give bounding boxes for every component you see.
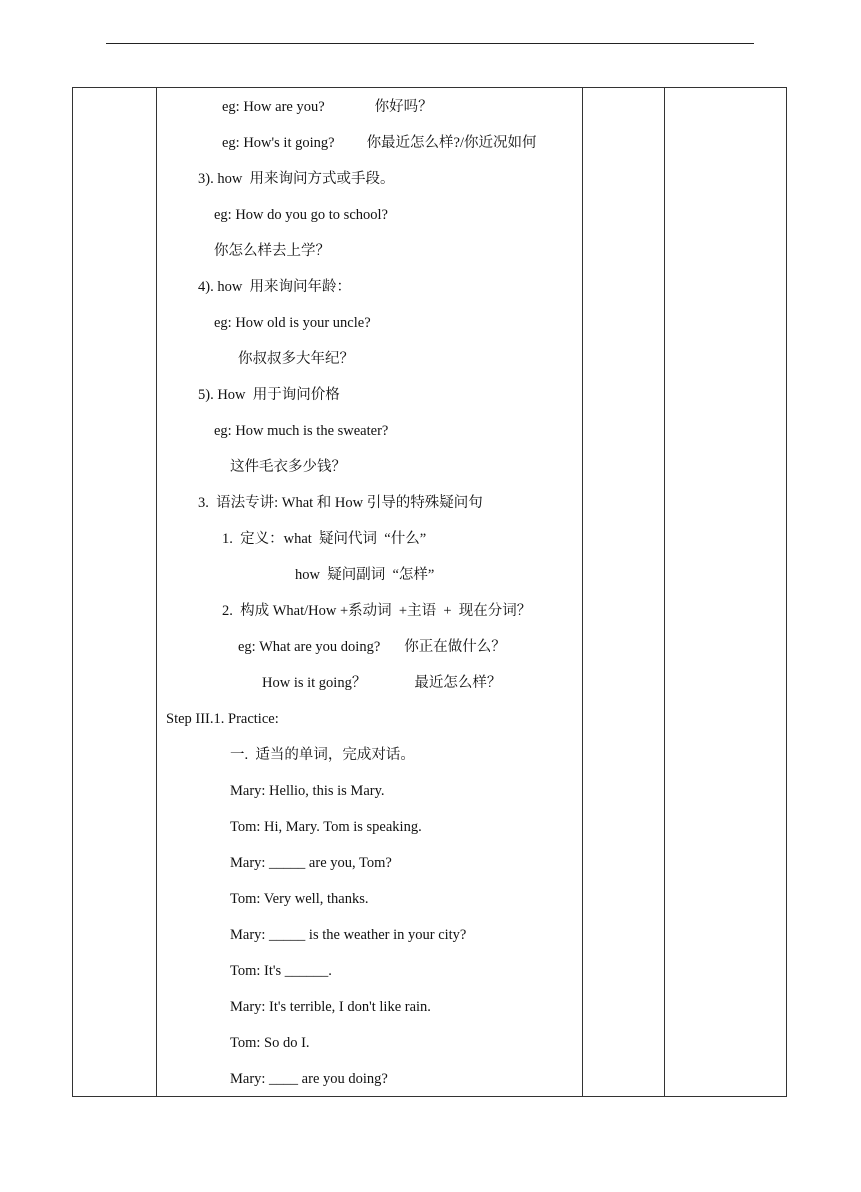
example-line: eg: How much is the sweater? (214, 423, 389, 439)
example-line (238, 638, 506, 656)
translation-line: 你怎么样去上学？ (214, 243, 330, 259)
example-line: eg: How old is your uncle? (214, 315, 371, 331)
section-heading: 3. 语法专讲: What 和 How 引导的特殊疑问句 (198, 495, 483, 511)
translation-line: 你叔叔多大年纪？ (238, 351, 354, 367)
column-divider-1 (156, 87, 157, 1097)
rule-heading: 3). how 用来询问方式或手段。 (198, 171, 395, 187)
example-line (222, 98, 433, 116)
example-en: eg: What are you doing? (238, 639, 381, 655)
column-divider-3 (664, 87, 665, 1097)
exercise-instruction: 一. 适当的单词，完成对话。 (230, 747, 415, 763)
dialogue-line: Mary: _____ are you, Tom? (230, 855, 392, 871)
example-en: eg: How are you? (222, 99, 325, 115)
example-line (222, 134, 537, 152)
dialogue-line: Tom: Very well, thanks. (230, 891, 369, 907)
example-en: How is it going？ (262, 675, 367, 691)
example-zh: 你最近怎么样?/你近况如何 (366, 135, 537, 151)
example-line: eg: How do you go to school? (214, 207, 388, 223)
definition-line: 1. 定义：what 疑问代词 “什么” (222, 531, 427, 547)
step-heading: Step III.1. Practice: (166, 711, 279, 727)
dialogue-line: Tom: So do I. (230, 1035, 310, 1051)
header-rule (106, 43, 754, 44)
lesson-table (72, 87, 787, 1097)
example-zh: 你正在做什么？ (404, 639, 506, 655)
dialogue-line: Tom: Hi, Mary. Tom is speaking. (230, 819, 422, 835)
column-divider-2 (582, 87, 583, 1097)
dialogue-line: Mary: _____ is the weather in your city? (230, 927, 467, 943)
example-en: eg: How's it going? (222, 135, 335, 151)
dialogue-line: Mary: Hellio, this is Mary. (230, 783, 385, 799)
structure-line: 2. 构成 What/How +系动词 +主语 + 现在分词？ (222, 603, 532, 619)
rule-heading: 4). how 用来询问年龄： (198, 279, 352, 295)
example-zh: 最近怎么样？ (414, 675, 502, 691)
translation-line: 这件毛衣多少钱？ (230, 459, 346, 475)
example-zh: 你好吗？ (374, 99, 433, 115)
dialogue-line: Tom: It's ______. (230, 963, 332, 979)
dialogue-line: Mary: It's terrible, I don't like rain. (230, 999, 431, 1015)
rule-heading: 5). How 用于询问价格 (198, 387, 340, 403)
definition-line: how 疑问副词 “怎样” (295, 567, 435, 583)
dialogue-line: Mary: ____ are you doing? (230, 1071, 388, 1087)
example-line (262, 674, 501, 692)
